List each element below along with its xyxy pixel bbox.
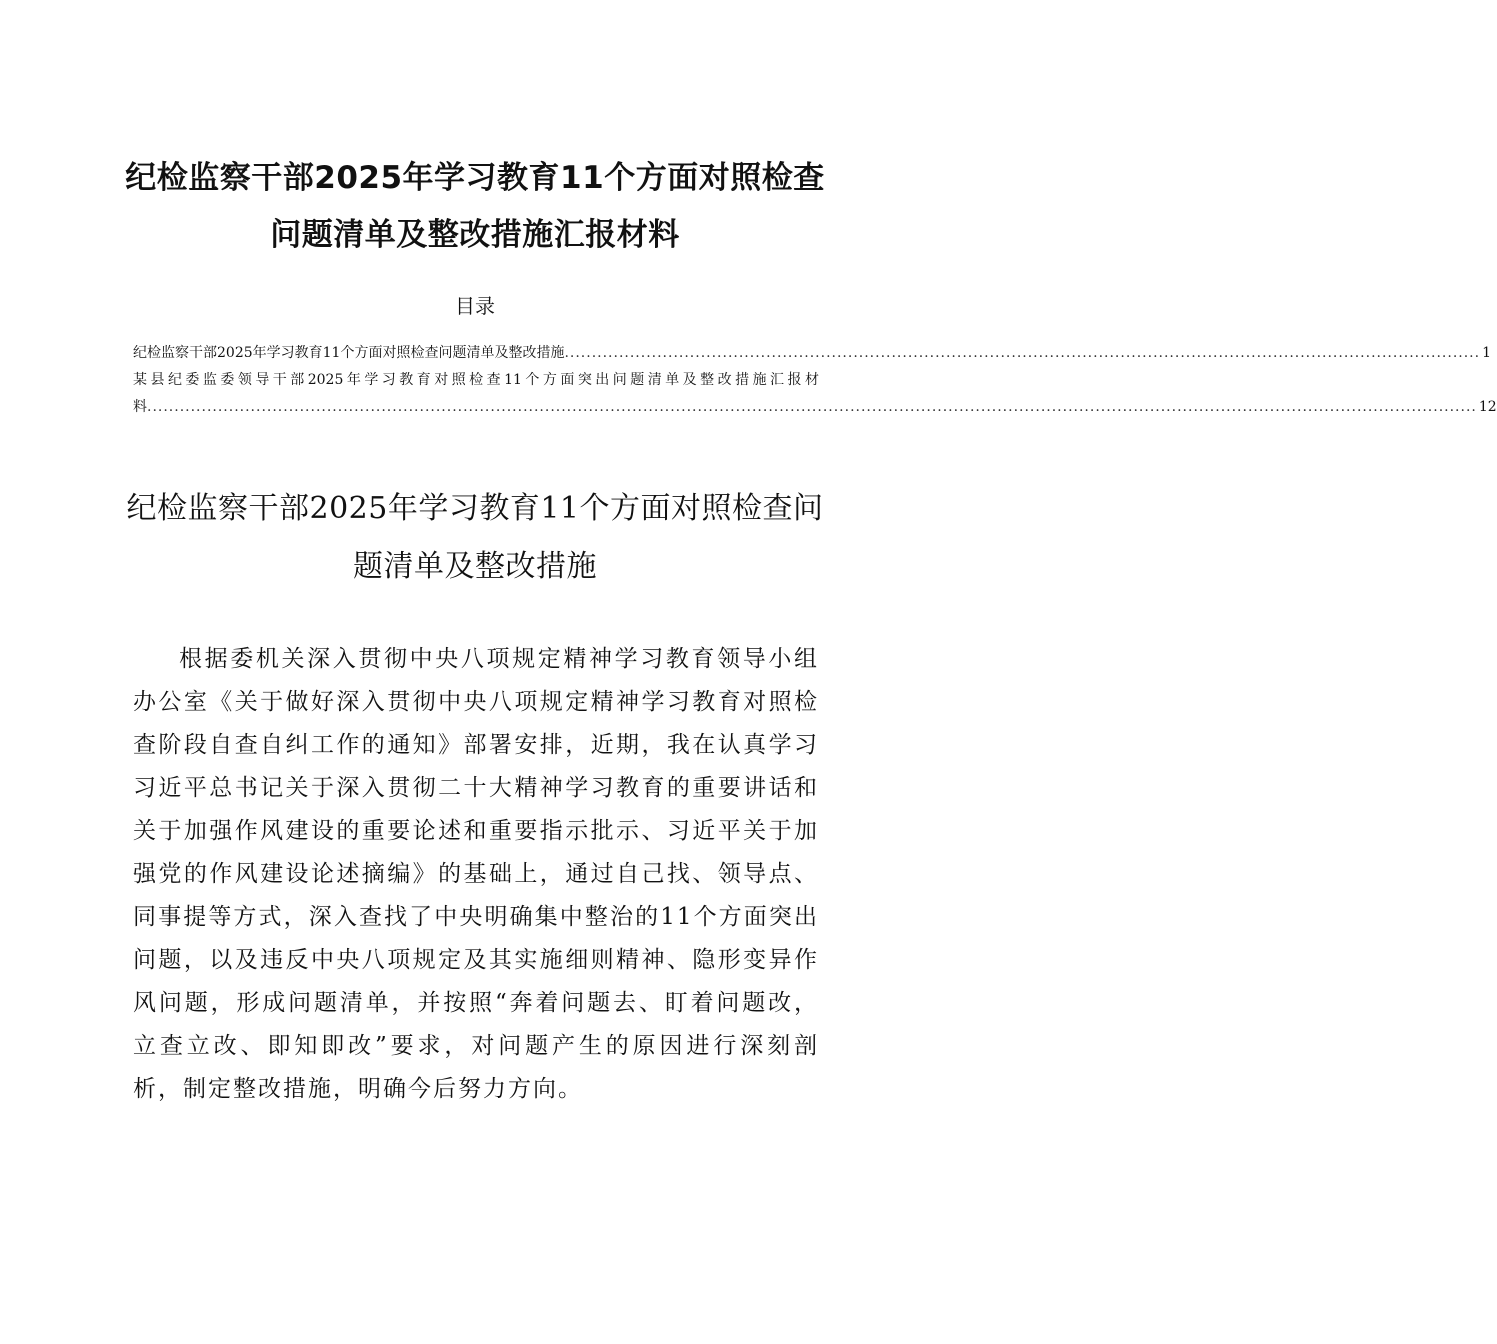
toc-entry-1[interactable] [133,340,1492,367]
toc-heading: 目录 [455,294,495,318]
toc-leader-dots: .................................................................................................................................................................................................................................................... [147,399,1477,415]
toc-page-number: 12 [1478,399,1497,415]
body-paragraph: 根据委机关深入贯彻中央八项规定精神学习教育领导小组办公室《关于做好深入贯彻中央八项规定精神学习教育对照检查阶段自查自纠工作的通知》部署安排，近期，我在认真学习习近平总书记关于深入贯彻二十大精神学习教育的重要讲话和关于加强作风建设的重要论述和重要指示批示、习近平关于加强党的作风建设论述摘编》的基础上，通过自己找、领导点、同事提等方式，深入查找了中央明确集中整治的11个方面突出问题，以及违反中央八项规定及其实施细则精神、隐形变异作风问题，形成问题清单，并按照“奔着问题去、盯着问题改，立查立改、即知即改”要求，对问题产生的原因进行深刻剖析，制定整改措施，明确今后努力方向。 [133,646,819,1102]
toc-entry-text: 纪检监察干部2025年学习教育11个方面对照检查问题清单及整改措施 [133,345,565,361]
toc-entry-2[interactable] [133,367,1497,421]
toc-page-number: 1 [1482,345,1492,361]
table-of-contents [133,340,1497,421]
toc-entry-text: 某县纪委监委领导干部2025年学习教育对照检查11个方面突出问题清单及整改措施汇报材 [133,372,819,388]
section-title: 纪检监察干部2025年学习教育11个方面对照检查问题清单及整改措施 [126,491,824,584]
main-title: 纪检监察干部2025年学习教育11个方面对照检查问题清单及整改措施汇报材料 [125,160,825,253]
toc-entry-text-continued: 料 [133,399,147,415]
toc-leader-dots: ........................................................................................................................................................................ [564,345,1481,361]
